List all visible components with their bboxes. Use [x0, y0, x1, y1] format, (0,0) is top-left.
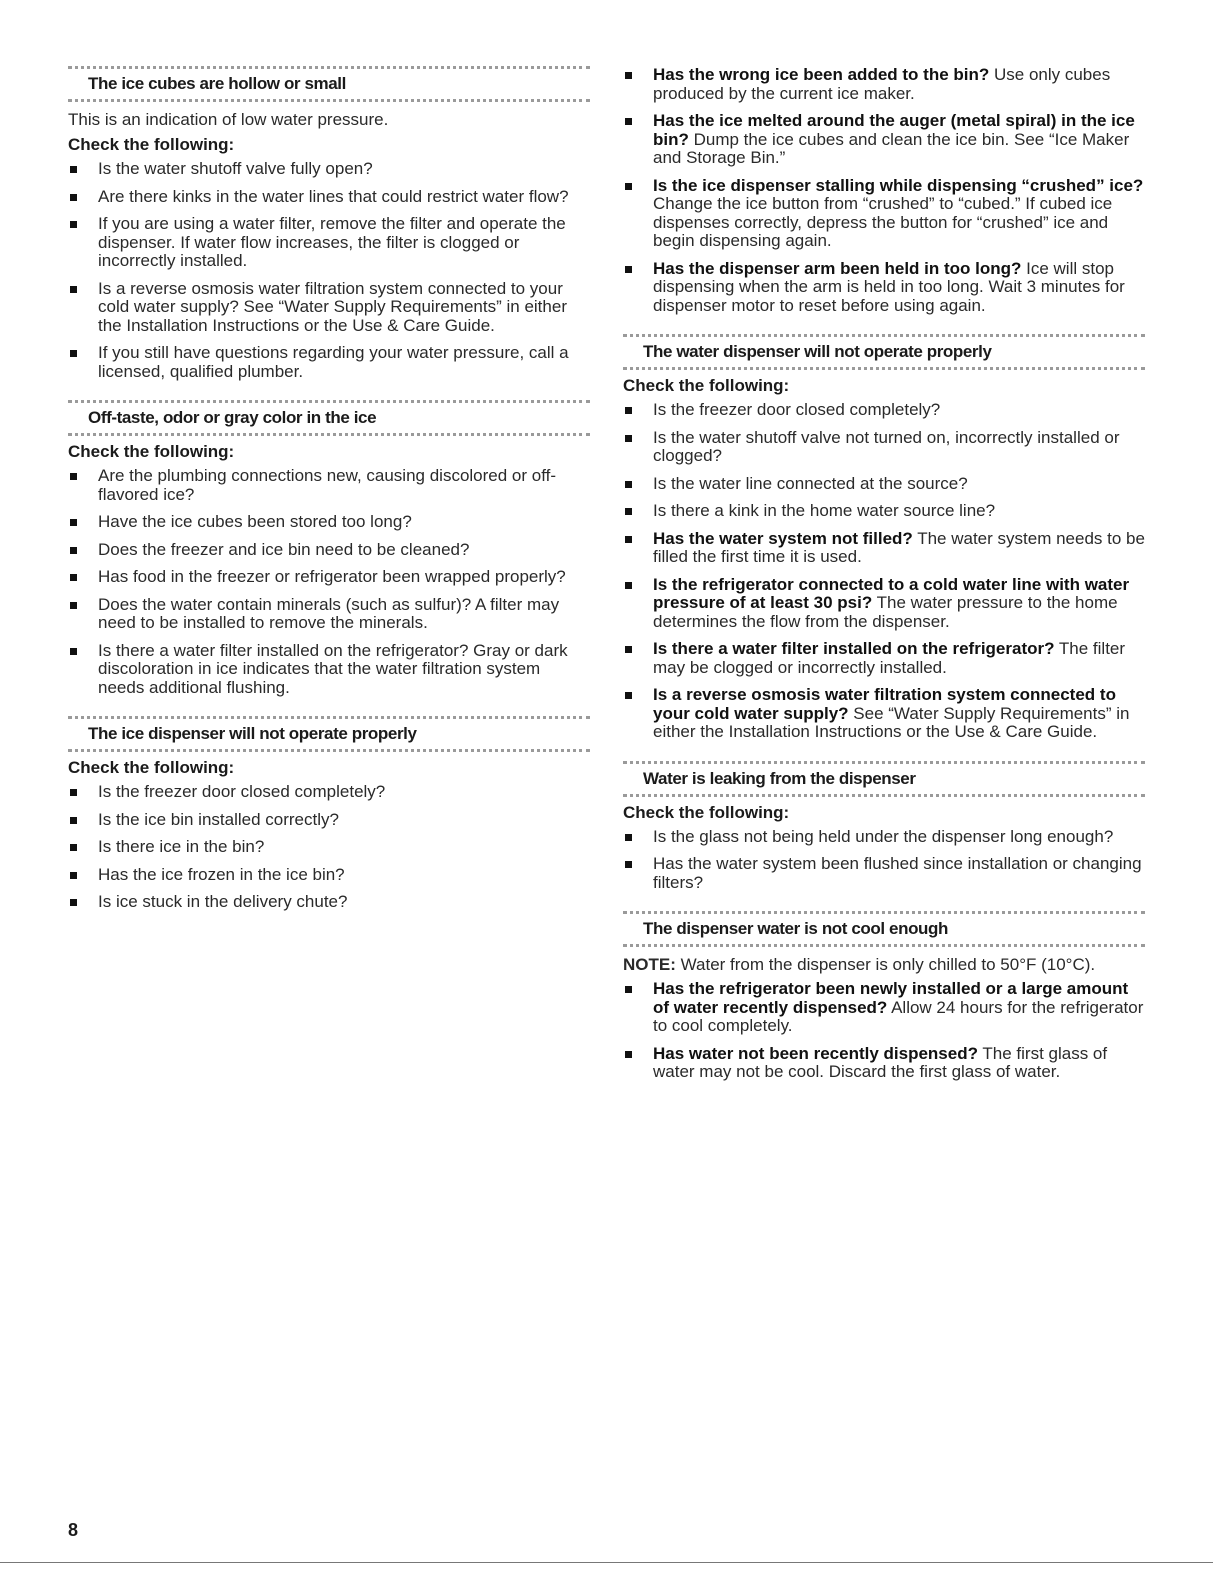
item-text: Is a reverse osmosis water filtration system connected to your cold water supply? See “Water Supply Requirements” in either the Installation Instructions or the Use & Care Guide.: [98, 278, 567, 335]
section-rule: [623, 944, 1145, 947]
bullet-icon: [625, 582, 632, 589]
section-rule: [68, 400, 590, 403]
item-text: The water system needs to be filled the first time it is used.: [653, 528, 1145, 566]
page-number: 8: [68, 1520, 79, 1540]
list-item: [623, 112, 1145, 168]
section-rule: [68, 433, 590, 436]
list-item: [68, 541, 590, 560]
list-item: [623, 530, 1145, 567]
bullet-icon: [625, 481, 632, 488]
list-item: [623, 980, 1145, 1036]
item-question: Has water not been recently dispensed?: [653, 1043, 978, 1063]
check-list: [623, 828, 1145, 893]
check-list: [623, 401, 1145, 742]
list-item: [623, 260, 1145, 316]
section-water-leaking: [623, 761, 1145, 893]
bullet-icon: [625, 986, 632, 993]
item-question: Is there a water filter installed on the refrigerator?: [653, 639, 1055, 658]
list-item: [68, 838, 590, 857]
list-item: [623, 640, 1145, 677]
list-item: [68, 467, 590, 504]
item-text: Change the ice button from “crushed” to “cubed.” If cubed ice dispenses correctly, depress the button for “crushed” ice and begin dispensing again.: [653, 194, 1113, 250]
bullet-icon: [70, 602, 77, 609]
list-item: [68, 783, 590, 802]
list-item: [623, 475, 1145, 494]
bullet-icon: [70, 194, 77, 201]
item-text: Is the water shutoff valve fully open?: [98, 159, 373, 178]
section-intro: This is an indication of low water pressure.: [68, 110, 389, 129]
check-list: [623, 980, 1145, 1082]
bullet-icon: [70, 221, 77, 228]
note-label: NOTE:: [623, 955, 676, 974]
list-item: [623, 66, 1145, 103]
bullet-icon: [70, 648, 77, 655]
list-item: [68, 344, 590, 381]
list-item: [68, 893, 590, 912]
bullet-icon: [70, 473, 77, 480]
bullet-icon: [625, 646, 632, 653]
section-rule: [68, 66, 590, 69]
section-rule: [68, 99, 590, 102]
list-item: [68, 642, 590, 698]
bullet-icon: [625, 536, 632, 543]
section-rule: [623, 911, 1145, 914]
list-item: [623, 502, 1145, 521]
item-text: Does the freezer and ice bin need to be cleaned?: [98, 539, 470, 559]
bullet-icon: [70, 350, 77, 357]
item-text: Does the water contain minerals (such as sulfur)? A filter may need to be installed to remove the minerals.: [98, 594, 560, 632]
list-item: [623, 828, 1145, 847]
item-text: Allow 24 hours for the refrigerator to cool completely.: [653, 997, 1144, 1035]
section-rule: [68, 716, 590, 719]
item-question: Has the dispenser arm been held in too long?: [653, 258, 1022, 278]
item-text: Is the ice bin installed correctly?: [98, 809, 339, 829]
list-item: [68, 568, 590, 587]
section-rule: [68, 749, 590, 752]
section-rule: [623, 367, 1145, 370]
left-column: [68, 66, 590, 921]
section-water-not-cool: [623, 911, 1145, 1082]
section-hollow-cubes: [68, 66, 590, 381]
list-item: [623, 401, 1145, 420]
check-heading: Check the following:: [623, 802, 790, 822]
item-text: If you are using a water filter, remove the filter and operate the dispenser. If water flow increases, the filter is clogged or incorrectly installed.: [98, 214, 566, 270]
list-item: [68, 866, 590, 885]
bullet-icon: [70, 817, 77, 824]
item-text: Is there a kink in the home water source line?: [653, 501, 996, 520]
bullet-icon: [70, 872, 77, 879]
section-ice-dispenser: [68, 716, 590, 912]
bullet-icon: [70, 574, 77, 581]
section-title: Water is leaking from the dispenser: [643, 768, 916, 788]
list-item: [623, 855, 1145, 892]
item-text: Has the water system been flushed since installation or changing filters?: [653, 854, 1142, 892]
item-text: Are there kinks in the water lines that could restrict water flow?: [98, 186, 569, 206]
list-item: [68, 596, 590, 633]
bullet-icon: [625, 407, 632, 414]
list-item: [68, 215, 590, 271]
continued-list: [623, 66, 1145, 315]
section-title: The dispenser water is not cool enough: [643, 919, 949, 938]
bullet-icon: [70, 789, 77, 796]
list-item: [68, 188, 590, 207]
footer-rule: [0, 1562, 1213, 1563]
check-list: [68, 783, 590, 912]
list-item: [68, 160, 590, 179]
bullet-icon: [70, 899, 77, 906]
check-list: [68, 467, 590, 697]
item-text: Has food in the freezer or refrigerator been wrapped properly?: [98, 567, 566, 586]
check-heading: Check the following:: [623, 376, 790, 395]
section-rule: [623, 334, 1145, 337]
item-text: Has the ice frozen in the ice bin?: [98, 864, 345, 884]
item-text: Use only cubes produced by the current ice maker.: [653, 65, 1111, 103]
item-text: Is the freezer door closed completely?: [98, 782, 386, 801]
section-title: The water dispenser will not operate properly: [643, 342, 992, 361]
bullet-icon: [625, 861, 632, 868]
section-rule: [623, 761, 1145, 764]
bullet-icon: [70, 519, 77, 526]
bullet-icon: [70, 166, 77, 173]
item-text: Is the freezer door closed completely?: [653, 400, 941, 419]
item-question: Has the ice melted around the auger (metal spiral) in the ice bin?: [653, 111, 1135, 149]
section-title: The ice cubes are hollow or small: [88, 74, 346, 93]
item-text: Dump the ice cubes and clean the ice bin. See “Ice Maker and Storage Bin.”: [653, 129, 1130, 167]
list-item: [623, 177, 1145, 251]
item-text: Is the water line connected at the source?: [653, 473, 968, 493]
bullet-icon: [625, 1051, 632, 1058]
item-question: Has the refrigerator been newly installed or a large amount of water recently dispensed?: [653, 979, 1129, 1017]
list-item: [68, 513, 590, 532]
bullet-icon: [625, 435, 632, 442]
item-text: The water pressure to the home determines the flow from the dispenser.: [653, 593, 1118, 631]
item-text: Is there ice in the bin?: [98, 837, 265, 856]
item-question: Has the water system not filled?: [653, 528, 913, 548]
bullet-icon: [625, 508, 632, 515]
list-item: [68, 280, 590, 336]
bullet-icon: [625, 834, 632, 841]
list-item: [623, 686, 1145, 742]
item-question: Is a reverse osmosis water filtration system connected to your cold water supply?: [653, 685, 1116, 723]
item-text: Is there a water filter installed on the refrigerator? Gray or dark discoloration in ice indicates that the water filtration system needs additional flushing.: [98, 640, 568, 697]
bullet-icon: [625, 72, 632, 79]
section-off-taste: [68, 400, 590, 697]
item-text: If you still have questions regarding your water pressure, call a licensed, qualified plumber.: [98, 343, 569, 381]
item-text: Is ice stuck in the delivery chute?: [98, 892, 348, 911]
section-water-dispenser: [623, 334, 1145, 742]
item-text: The first glass of water may not be cool. Discard the first glass of water.: [653, 1043, 1108, 1081]
section-title: Off-taste, odor or gray color in the ice: [88, 408, 377, 427]
bullet-icon: [625, 118, 632, 125]
bullet-icon: [70, 286, 77, 293]
check-heading: Check the following:: [68, 135, 235, 154]
list-item: [623, 576, 1145, 632]
note-body: Water from the dispenser is only chilled to 50°F (10°C).: [675, 955, 1096, 974]
bullet-icon: [625, 266, 632, 273]
bullet-icon: [625, 183, 632, 190]
section-title: The ice dispenser will not operate properly: [88, 724, 417, 743]
item-text: See “Water Supply Requirements” in either the Installation Instructions or the Use & Care Guide.: [653, 703, 1130, 741]
bullet-icon: [625, 692, 632, 699]
note-text: [623, 955, 1145, 974]
item-text: Is the glass not being held under the dispenser long enough?: [653, 826, 1114, 846]
list-item: [623, 429, 1145, 466]
right-column: [623, 66, 1145, 1091]
item-text: Are the plumbing connections new, causing discolored or off-flavored ice?: [98, 466, 557, 504]
item-text: Is the water shutoff valve not turned on, incorrectly installed or clogged?: [653, 427, 1120, 465]
item-text: The filter may be clogged or incorrectly installed.: [653, 639, 1126, 677]
list-item: [68, 811, 590, 830]
item-question: Is the ice dispenser stalling while dispensing “crushed” ice?: [653, 175, 1144, 195]
item-question: Has the wrong ice been added to the bin?: [653, 65, 990, 84]
bullet-icon: [70, 547, 77, 554]
item-question: Is the refrigerator connected to a cold water line with water pressure of at least 30 psi?: [653, 574, 1130, 612]
bullet-icon: [70, 844, 77, 851]
item-text: Ice will stop dispensing when the arm is held in too long. Wait 3 minutes for dispenser motor to reset before using again.: [653, 258, 1125, 315]
section-rule: [623, 794, 1145, 797]
check-list: [68, 160, 590, 381]
check-heading: Check the following:: [68, 758, 235, 777]
item-text: Have the ice cubes been stored too long?: [98, 512, 412, 531]
list-item: [623, 1045, 1145, 1082]
check-heading: Check the following:: [68, 442, 235, 461]
